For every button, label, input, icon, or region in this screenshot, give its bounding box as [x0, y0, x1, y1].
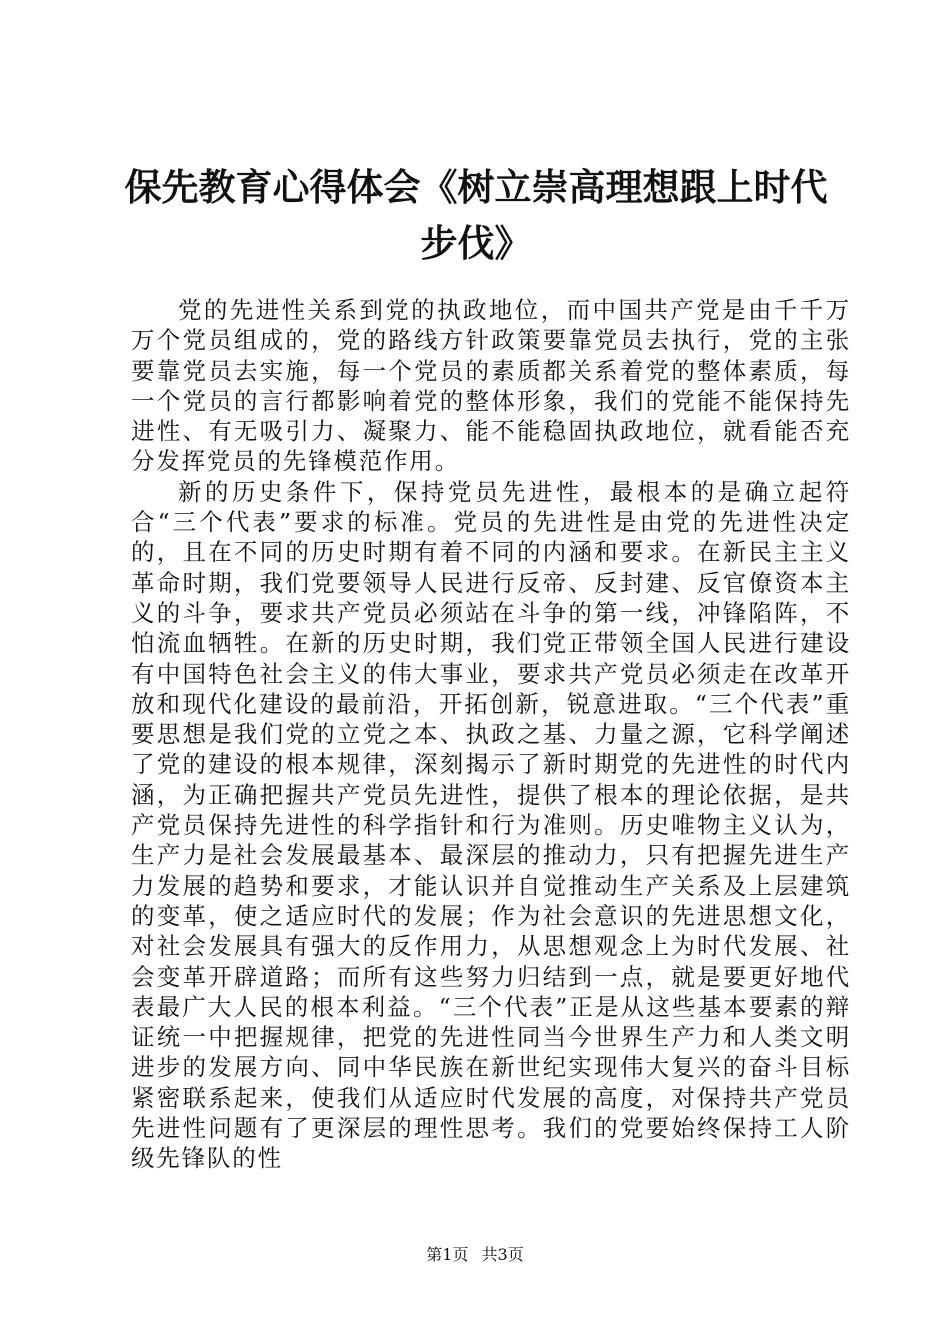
document-title: 保先教育心得体会《树立崇高理想跟上时代步伐》: [124, 166, 828, 265]
document-body: [131, 295, 851, 1174]
page-footer: [0, 1245, 950, 1265]
paragraph-2: 新的历史条件下，保持党员先进性，最根本的是确立起符合“三个代表”要求的标准。党员的先进性是由党的先进性决定的，且在不同的历史时期有着不同的内涵和要求。在新民主主义革命时期，我们党要领导人民进行反帝、反封建、反官僚资本主义的斗争，要求共产党员必须站在斗争的第一线，冲锋陷阵，不怕流血牺牲。在新的历史时期，我们党正带领全国人民进行建设有中国特色社会主义的伟大事业，要求共产党员必须走在改革开放和现代化建设的最前沿，开拓创新，锐意进取。“三个代表”重要思想是我们党的立党之本、执政之基、力量之源，它科学阐述了党的建设的根本规律，深刻揭示了新时期党的先进性的时代内涵，为正确把握共产党员先进性，提供了根本的理论依据，是共产党员保持先进性的科学指针和行为准则。历史唯物主义认为，生产力是社会发展最基本、最深层的推动力，只有把握先进生产力发展的趋势和要求，才能认识并自觉推动生产关系及上层建筑的变革，使之适应时代的发展；作为社会意识的先进思想文化，对社会发展具有强大的反作用力，从思想观念上为时代发展、社会变革开辟道路；而所有这些努力归结到一点，就是要更好地代表最广大人民的根本利益。“三个代表”正是从这些基本要素的辩证统一中把握规律，把党的先进性同当今世界生产力和人类文明进步的发展方向、同中华民族在新世纪实现伟大复兴的奋斗目标紧密联系起来，使我们从适应时代发展的高度，对保持共产党员先进性问题有了更深层的理性思考。我们的党要始终保持工人阶级先锋队的性: [131, 477, 851, 1173]
page-number-total: 共3页: [481, 1245, 524, 1264]
paragraph-1: 党的先进性关系到党的执政地位，而中国共产党是由千千万万个党员组成的，党的路线方针政策要靠党员去执行，党的主张要靠党员去实施，每一个党员的素质都关系着党的整体素质，每一个党员的言行都影响着党的整体形象，我们的党能不能保持先进性、有无吸引力、凝聚力、能不能稳固执政地位，就看能否充分发挥党员的先锋模范作用。: [131, 296, 851, 476]
page-number-current: 第1页: [426, 1245, 469, 1264]
